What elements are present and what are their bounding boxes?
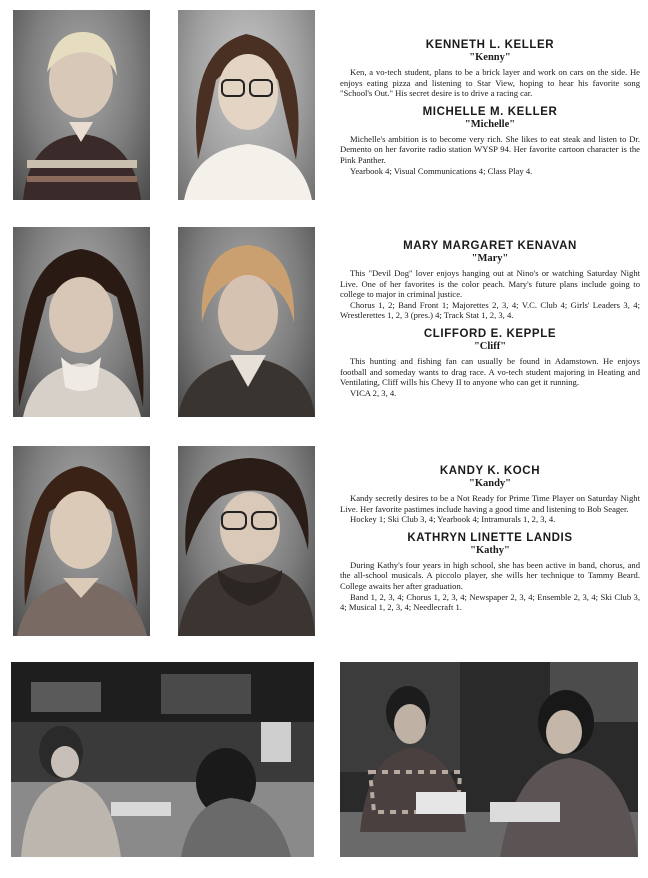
portrait-mary-kenavan (13, 227, 150, 417)
student-bio: Ken, a vo-tech student, plans to be a brick layer and work on cars on the side. He enjoys eating pizza and listening to Star View, hoping to hear his favorite song "School's Out." His secret desire is to drive a racing car. (340, 67, 640, 99)
student-activities: VICA 2, 3, 4. (350, 387, 397, 398)
portrait-michelle-keller (178, 10, 315, 200)
student-bio: This "Devil Dog" lover enjoys hanging out at Nino's or watching Saturday Night Live. One of her favorites is the color peach. Mary's future plans include going to college to major in criminal justice. (340, 268, 640, 300)
student-activities: Hockey 1; Ski Club 3, 4; Yearbook 4; Intramurals 1, 2, 3, 4. (350, 514, 556, 525)
student-name: MARY MARGARET KENAVAN (403, 240, 577, 252)
student-entry-michelle (340, 106, 640, 176)
student-nickname: "Kenny" (469, 52, 511, 63)
student-entry-kenneth (340, 39, 640, 99)
student-entry-kathryn (340, 532, 640, 613)
bio-group-row-1 (340, 39, 640, 176)
portrait-michelle-art (178, 10, 315, 200)
student-name: KANDY K. KOCH (439, 465, 541, 477)
portrait-kathryn-art (178, 446, 315, 636)
portrait-mary-art (13, 227, 150, 417)
student-activities: Band 1, 2, 3, 4; Chorus 1, 2, 3, 4; Newspaper 2, 3, 4; Ensemble 2, 3, 4; Ski Club 3, 4; Musical 1, 2, 3, 4; Needlecraft 1. (340, 591, 640, 613)
student-name: MICHELLE M. KELLER (422, 105, 558, 118)
student-bio: This hunting and fishing fan can usually be found in Adamstown. He enjoys football and someday wants to drag race. A vo-tech student majoring in Heating and Ventilating, Cliff wills his Chevy II to anyone who can get it running. (340, 355, 640, 388)
portrait-kandy-koch (13, 446, 150, 636)
portrait-clifford-kepple (178, 227, 315, 417)
portrait-kathryn-landis (178, 446, 315, 636)
student-name: KENNETH L. KELLER (425, 39, 555, 51)
library-scene-right-art (340, 662, 638, 857)
student-name: KATHRYN LINETTE LANDIS (407, 531, 573, 544)
portrait-clifford-art (178, 227, 315, 417)
portrait-kenneth-art (13, 10, 150, 200)
student-entry-kandy (340, 465, 640, 525)
student-bio: Michelle's ambition is to become very rich. She likes to eat steak and listen to Dr. Demento on her favorite radio station WYSP 94. Her favorite cartoon character is the Pink Panther. (340, 133, 640, 165)
student-activities: Chorus 1, 2; Band Front 1; Majorettes 2, 3, 4; V.C. Club 4; Girls' Leaders 3, 4; Wrestlerettes 1, 2, 3 (pres.) 4; Track Stat 1, 2, 3, 4. (340, 299, 640, 321)
candid-photo-library-right (340, 662, 638, 857)
student-name: CLIFFORD E. KEPPLE (423, 327, 557, 340)
student-nickname: "Michelle" (464, 118, 516, 130)
portrait-kenneth-keller (13, 10, 150, 200)
student-nickname: "Kandy" (468, 478, 511, 489)
library-scene-left-art (11, 662, 314, 857)
student-activities: Yearbook 4; Visual Communications 4; Class Play 4. (350, 165, 533, 176)
bio-group-row-3 (340, 465, 640, 613)
student-nickname: "Cliff" (473, 340, 507, 352)
candid-photo-library-left (11, 662, 314, 857)
student-nickname: "Mary" (471, 253, 509, 264)
portrait-kandy-art (13, 446, 150, 636)
student-bio: During Kathy's four years in high school, she has been active in band, chorus, and the all-school musicals. A piccolo player, she wills her technique to Tammy Beard. College awaits her after graduation. (340, 559, 640, 591)
student-nickname: "Kathy" (470, 544, 510, 556)
student-entry-clifford (340, 328, 640, 398)
student-bio: Kandy secretly desires to be a Not Ready for Prime Time Player on Saturday Night Live. Her favorite pastimes include having a good time and listening to Bob Seager. (340, 493, 640, 514)
student-entry-mary (340, 240, 640, 321)
bio-group-row-2 (340, 240, 640, 398)
